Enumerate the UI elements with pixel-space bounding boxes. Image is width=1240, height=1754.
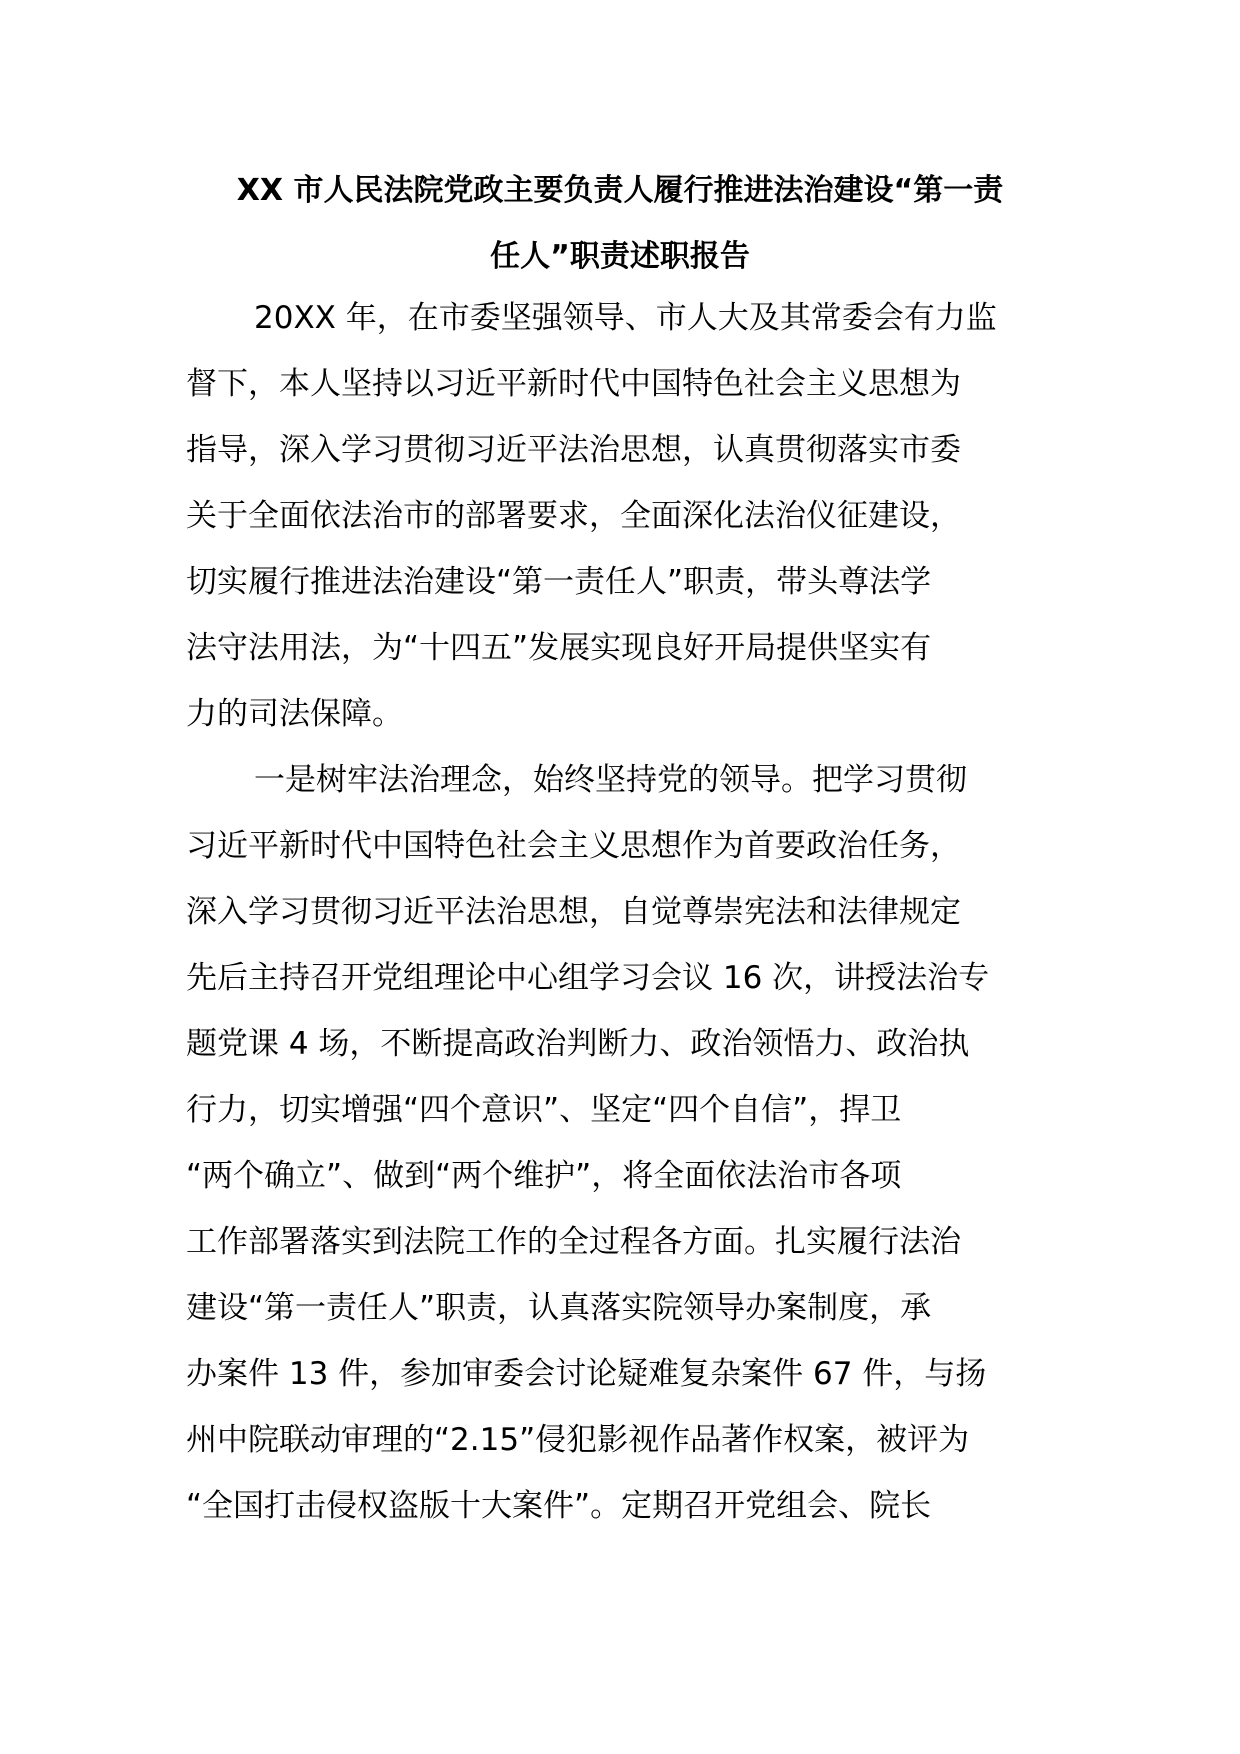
text-line: 州中院联动审理的“2.15”侵犯影视作品著作权案，被评为	[186, 1422, 970, 1458]
text-line: 先后主持召开党组理论中心组学习会议 16 次，讲授法治专	[186, 960, 990, 996]
text-line: “全国打击侵权盗版十大案件”。定期召开党组会、院长	[186, 1488, 932, 1524]
title-line: XX 市人民法院党政主要负责人履行推进法治建设“第一责	[236, 173, 1004, 208]
paragraph-2	[186, 747, 1054, 1539]
text-line: 20XX 年，在市委坚强领导、市人大及其常委会有力监	[254, 300, 997, 336]
text-line: “两个确立”、做到“两个维护”，将全面依法治市各项	[186, 1158, 902, 1194]
text-line: 督下，本人坚持以习近平新时代中国特色社会主义思想为	[186, 366, 961, 402]
document-title	[186, 158, 1054, 290]
text-line: 办案件 13 件，参加审委会讨论疑难复杂案件 67 件，与扬	[186, 1356, 987, 1392]
text-line: 指导，深入学习贯彻习近平法治思想，认真贯彻落实市委	[186, 432, 961, 468]
text-line: 建设“第一责任人”职责，认真落实院领导办案制度，承	[186, 1290, 932, 1326]
text-line: 深入学习贯彻习近平法治思想，自觉尊崇宪法和法律规定	[186, 894, 961, 930]
text-line: 法守法用法，为“十四五”发展实现良好开局提供坚实有	[186, 630, 932, 666]
text-line: 题党课 4 场，不断提高政治判断力、政治领悟力、政治执	[186, 1026, 970, 1062]
text-line: 一是树牢法治理念，始终坚持党的领导。把学习贯彻	[254, 762, 967, 798]
title-line: 任人”职责述职报告	[490, 239, 750, 274]
document-body	[186, 285, 1054, 1539]
paragraph-1	[186, 285, 1054, 747]
text-line: 力的司法保障。	[186, 696, 403, 732]
text-line: 工作部署落实到法院工作的全过程各方面。扎实履行法治	[186, 1224, 961, 1260]
text-line: 行力，切实增强“四个意识”、坚定“四个自信”，捍卫	[186, 1092, 902, 1128]
text-line: 关于全面依法治市的部署要求，全面深化法治仪征建设，	[186, 498, 961, 534]
text-line: 习近平新时代中国特色社会主义思想作为首要政治任务，	[186, 828, 961, 864]
text-line: 切实履行推进法治建设“第一责任人”职责，带头尊法学	[186, 564, 932, 600]
